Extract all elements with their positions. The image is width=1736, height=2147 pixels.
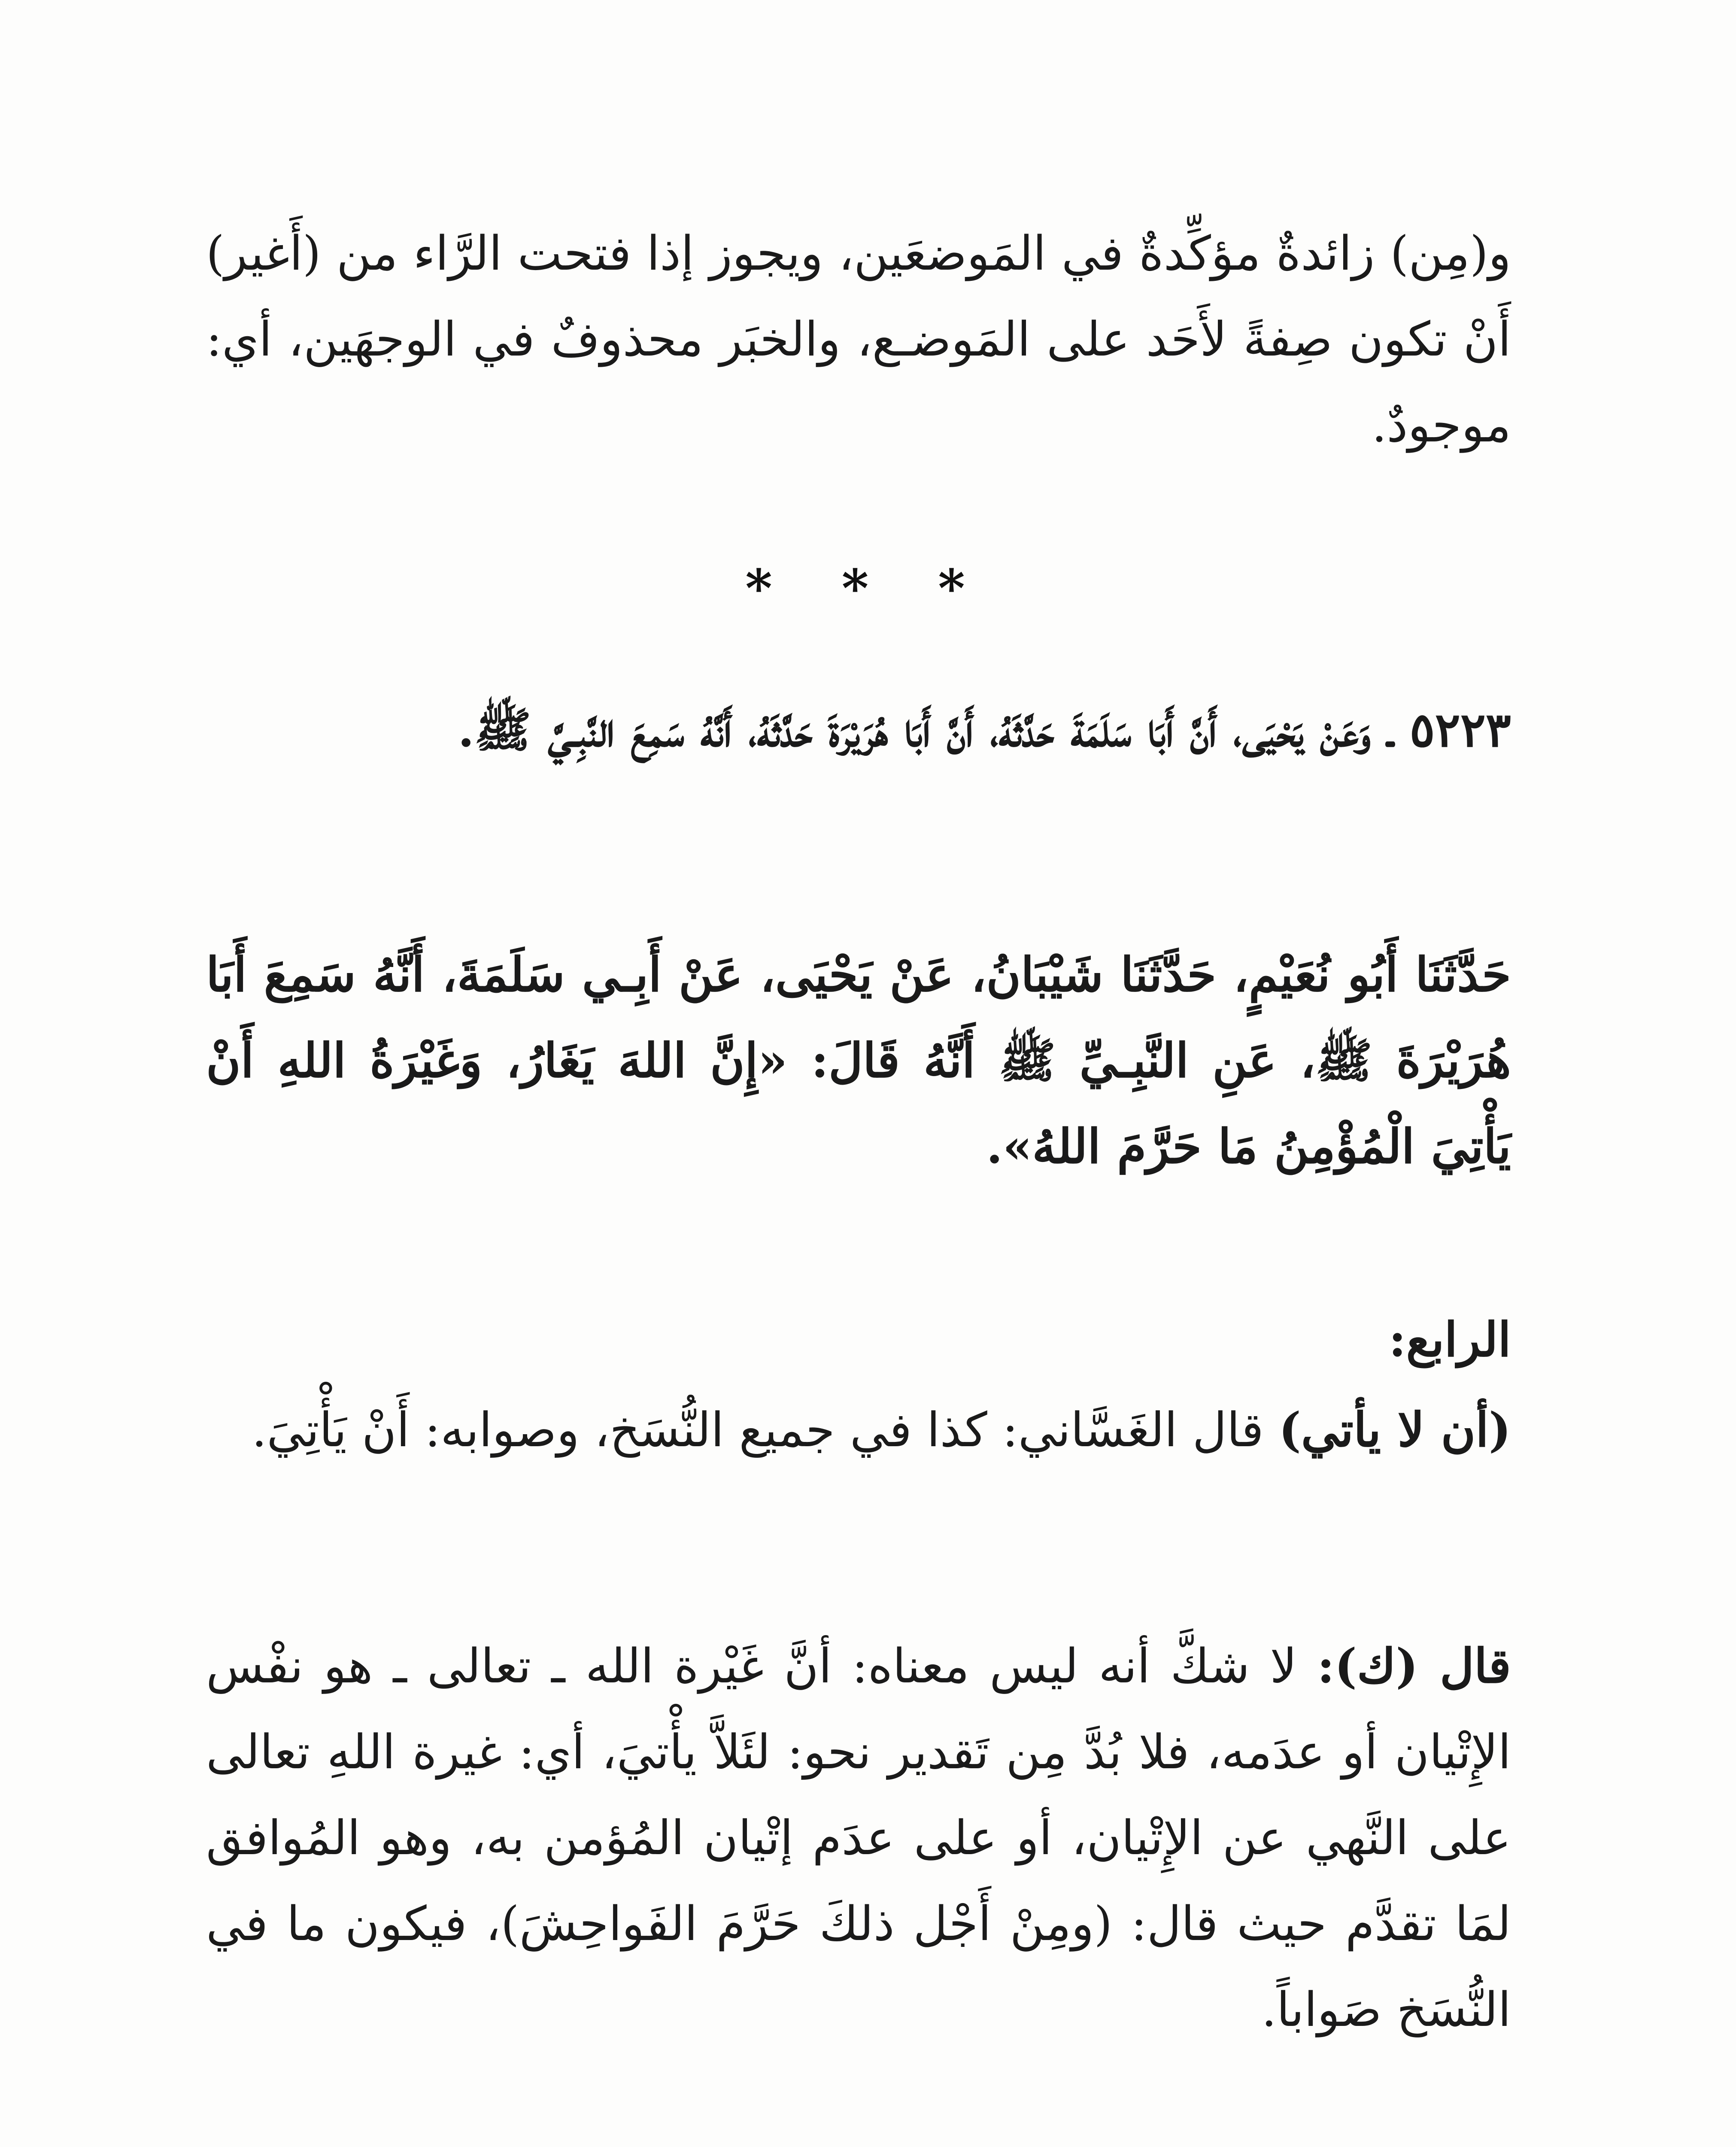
hadith-chain: حَدَّثَنَا أَبُو نُعَيْمٍ، حَدَّثَنَا شَيْبَانُ، عَنْ يَحْيَى، عَنْ أَبِـي سَلَمَةَ، أَنَّهُ سَمِعَ أَبَا هُرَيْرَةَ ﷺ، عَنِ النَّبِـيِّ ﷺ أَنَّهُ قَالَ: «إِنَّ اللهَ يَغَارُ، وَغَيْرَةُ اللهِ أَنْ يَأْتِيَ الْمُؤْمِنُ مَا حَرَّمَ اللهُ».: [206, 947, 1511, 1174]
section-label: الرابع:: [1388, 1312, 1511, 1367]
note-1-text: قال الغَسَّاني: كذا في جميع النُّسَخ، وصوابه: أَنْ يَأْتِيَ.: [252, 1402, 1279, 1457]
hadith-heading: ٥٢٢٣ ـ وَعَنْ يَحْيَى، أَنَّ أَبَا سَلَمَةَ حَدَّثَهُ، أَنَّ أَبَا هُرَيْرَةَ حَدَّثَهُ، أَنَّهُ سَمِعَ النَّبِـيَّ ﷺ.: [458, 702, 1511, 757]
note-1-lead: (أن لا يأتي): [1278, 1402, 1511, 1457]
commentary-note-2: [206, 1623, 1511, 2053]
note-2-lead: قال (ك):: [1317, 1638, 1511, 1694]
section-separator: * * *: [745, 558, 991, 619]
commentary-note-1: [206, 1387, 1511, 1473]
paragraph-top: و(مِن) زائدةٌ مؤكِّدةٌ في المَوضعَين، ويجوز إذا فتحت الرَّاء من (أَغير) أَنْ تكون صِفةً لأَحَد على المَوضـع، والخبَر محذوفٌ في الوجهَين، أي: موجودٌ.: [206, 226, 1511, 453]
note-2-text: لا شكَّ أنه ليس معناه: أنَّ غَيْرة الله ـ تعالى ـ هو نفْس الإِتْيان أو عدَمه، فلا بُدَّ مِن تَقدير نحو: لئَلاَّ يأْتيَ، أي: غيرة اللهِ تعالى على النَّهي عن الإِتْيان، أو على عدَم إتْيان المُؤمن به، وهو المُوافق لمَا تقدَّم حيث قال: (ومِنْ أَجْل ذلكَ حَرَّمَ الفَواحِشَ)، فيكون ما في النُّسَخ صَواباً.: [206, 1639, 1511, 2037]
